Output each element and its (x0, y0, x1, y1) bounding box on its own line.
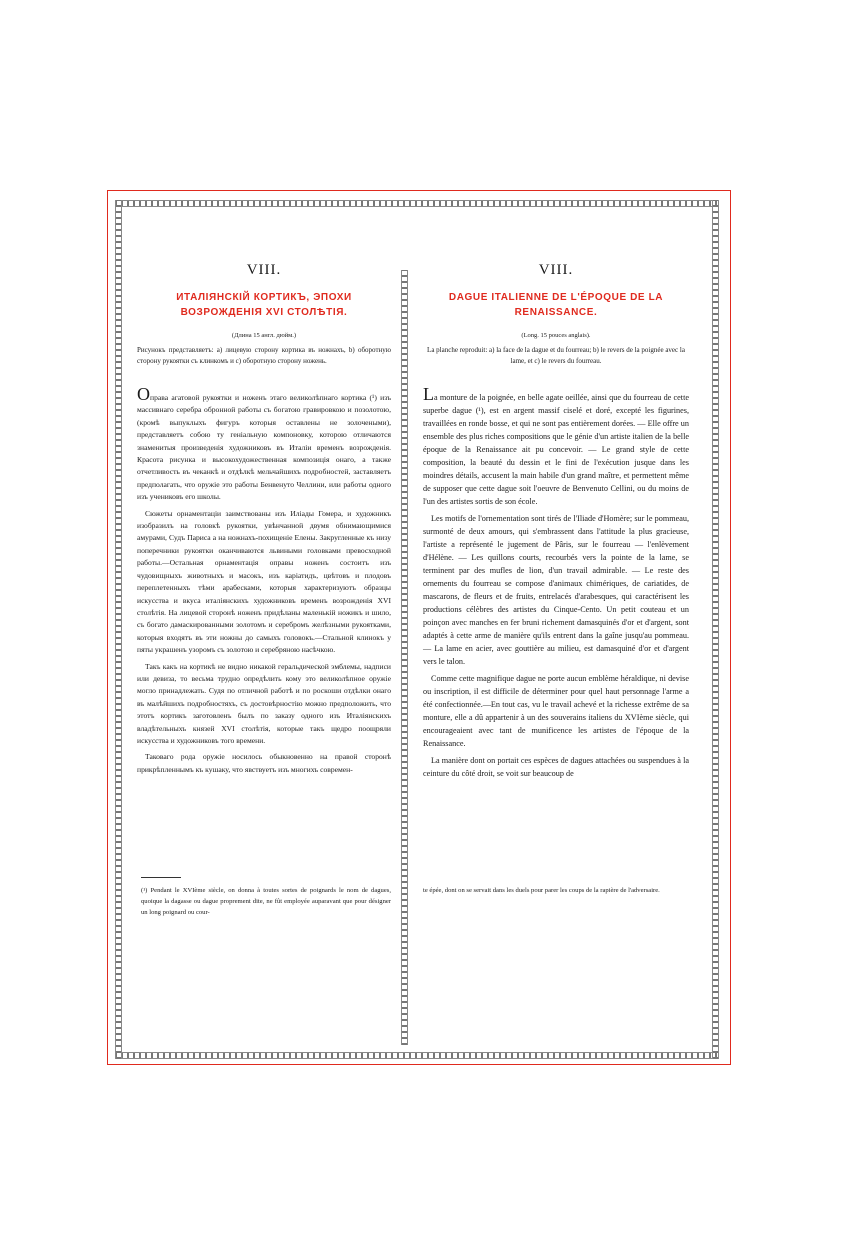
chain-border-bottom (115, 1052, 719, 1059)
chain-border-left (115, 200, 122, 1059)
plate-description: Рисунокъ представляетъ: а) лицевую сторону кортика въ ножнахъ, b) оборотную сторону рукоятки съ клинкомъ и c) оборотную сторону ножень. (137, 346, 391, 365)
section-heading: DAGUE ITALIENNE DE L'ÉPOQUE DE LA RENAISSANCE. (448, 292, 664, 318)
paragraph: Comme cette magnifique dague ne porte aucun emblème héraldique, ni devise ou inscription, il est difficile de déterminer pour quel haut personnage l'arme a été confectionnée.—En tout cas, vu le travail achevé et la richesse extrême de sa monture, elle a dû appartenir à un des souverains italiens du XVIème siècle, qui encourageaient avec tant de munificence les artistes de l'époque de la Renaissance. (423, 674, 689, 748)
body-text (137, 384, 391, 776)
body-text (423, 384, 689, 780)
size-note: (Long. 15 pouces anglais). (521, 332, 591, 339)
russian-column (137, 262, 391, 776)
paragraph: Оправа агатовой рукоятки и ноженъ этаго великолѣпнаго кортика (¹) изъ массивнаго серебра обронной работы съ богатою гравировкою и позолотою, (кромѣ выпуклыхъ фигуръ которыя оставлены не золочеными), представляетъ собою ту геніальную компоновку, которою отличаются знаменитыя произведенія художниковъ въ Италіи временъ возрожденія. Красота рисунка и высокохудожественная композиція онаго, а также отчетливость въ чеканкѣ и отдѣлкѣ мельчайшихъ подробностей, заставляетъ предполагать, что оружіе это работы Бенвенуто Челлини, или работы одного изъ учениковъ его школы. (137, 384, 391, 502)
plate-description: La planche reproduit: a) la face de la dague et du fourreau; b) le revers de la poignée avec la lame, et c) le revers du fourreau. (427, 346, 685, 365)
paragraph: Les motifs de l'ornementation sont tirés de l'Iliade d'Homère; sur le pommeau, surmonté de deux amours, qui s'embrassent dans l'attitude la plus gracieuse, l'artiste a représenté le jugement de Pâris, sur le fourreau — l'enlèvement d'Hélène. — Les quillons courts, recourbés vers la pointe de la lame, se terminent par des mufles de lion, d'un travail admirable. — Le reste des ornements du fourreau se compose d'animaux chimériques, de cariatides, de mascarons, de fleurs et de fruits, entrelacés d'arabesques, qui caractérisent les productions célèbres des artistes du Cinque-Cento. Un petit couteau et un poinçon avec manches en fer bruni richement damasquinés d'or et d'argent, sont adaptés à cette arme de manière qu'ils entrent dans la gaîne jusqu'au pommeau. — La lame en acier, avec gouttière au milieu, est damasquiné d'or et d'argent vers le talon. (423, 514, 689, 666)
paragraph: Такъ какъ на кортикѣ не видно никакой геральдической эмблемы, надписи или девиза, то весьма трудно опредѣлить кому это великолѣпное оружіе могло принадлежать. Судя по отличной работѣ и по роскоши отдѣлки онаго въ малѣйшихъ подробностяхъ, съ достовѣрностію можно предположить, что этотъ кортикъ заготовленъ былъ по заказу одного изъ Италіянскихъ владѣтельныхъ князей XVI столѣтія, которые такъ щедро поощряли искусства и художниковъ того времени. (137, 661, 391, 745)
paragraph: La monture de la poignée, en belle agate oeillée, ainsi que du fourreau de cette superbe dague (¹), est en argent massif ciselé et doré, excepté les figurines, travaillées en ronde bosse, et qui ne sont pas entièrement dorées. — Elle offre un ensemble des plus riches compositions que le génie d'un artiste italien de la belle époque de la Renaissance ait pu concevoir. — Le grand style de cette composition, la beauté du dessin et le fini de l'exécution jusque dans les moindres détails, accusent la main habile d'un grand maître, et permettent même de supposer que cette dague soit l'oeuvre de Benvenuto Cellini, ou du moins de l'un des artistes sortis de son école. (423, 384, 689, 506)
footnote-left: (¹) Pendant le XVIème siècle, on donna à toutes sortes de poignards le nom de dagues, quoique la dagasse ou dague proprement dite, ne fût employée auparavant que pour désigner un long poignard ou cour- (141, 887, 391, 916)
section-heading: ИТАЛІЯНСКІЙ КОРТИКЪ, ЭПОХИ ВОЗРОЖДЕНІЯ XVI СТОЛѢТІЯ. (176, 292, 352, 318)
french-column (423, 262, 689, 780)
footnote-rule (141, 877, 181, 878)
paragraph: Сюжеты орнаментаціи заимствованы изъ Иліады Гомера, и художникъ изобразилъ на головкѣ рукоятки, увѣнчанной двумя обнимающимися амурами, Судъ Париса а на ножнахъ-похищеніе Елены. Закругленные къ низу поперечники рукоятки оканчиваются львиными головками превосходной работы.—Остальная орнаментація оправы ноженъ состоитъ изъ чудовищныхъ животныхъ и масокъ, изъ каріатидъ, цвѣтовъ и плодовъ переплетенныхъ тѣми арабесками, которыя характеризуютъ образцы искусства и вкуса италіянскихъ художниковъ временъ возрожденія XVI столѣтія. На лицевой сторонѣ ноженъ придѣланы маленькій ножикъ и шило, съ богато дамаскированными золотомъ и серебромъ желѣзными рукоятками, которыя входятъ въ эти ножны до самыхъ головокъ.—Стальной клинокъ у пяты украшенъ узоромъ съ золотою и серебряною насѣчкою. (137, 508, 391, 655)
chain-divider-center (401, 270, 408, 1045)
size-note: (Длина 15 англ. дюйм.) (231, 332, 297, 339)
drop-cap: L (423, 384, 434, 404)
section-number: VIII. (538, 262, 574, 278)
drop-cap: О (137, 384, 150, 404)
section-number: VIII. (246, 262, 282, 278)
footnote-right: te épée, dont on se servait dans les duels pour parer les coups de la rapière de l'adversaire. (423, 887, 660, 894)
paragraph: La manière dont on portait ces espèces de dagues attachées ou suspendues à la ceinture du côté droit, se voit sur beaucoup de (423, 756, 689, 778)
chain-border-top (115, 200, 719, 207)
paragraph: Таковаго рода оружіе носилось обыкновенно на правой сторонѣ прикрѣпленнымъ къ кушаку, что явствуетъ изъ многихъ современ- (137, 752, 391, 774)
chain-border-right (712, 200, 719, 1059)
